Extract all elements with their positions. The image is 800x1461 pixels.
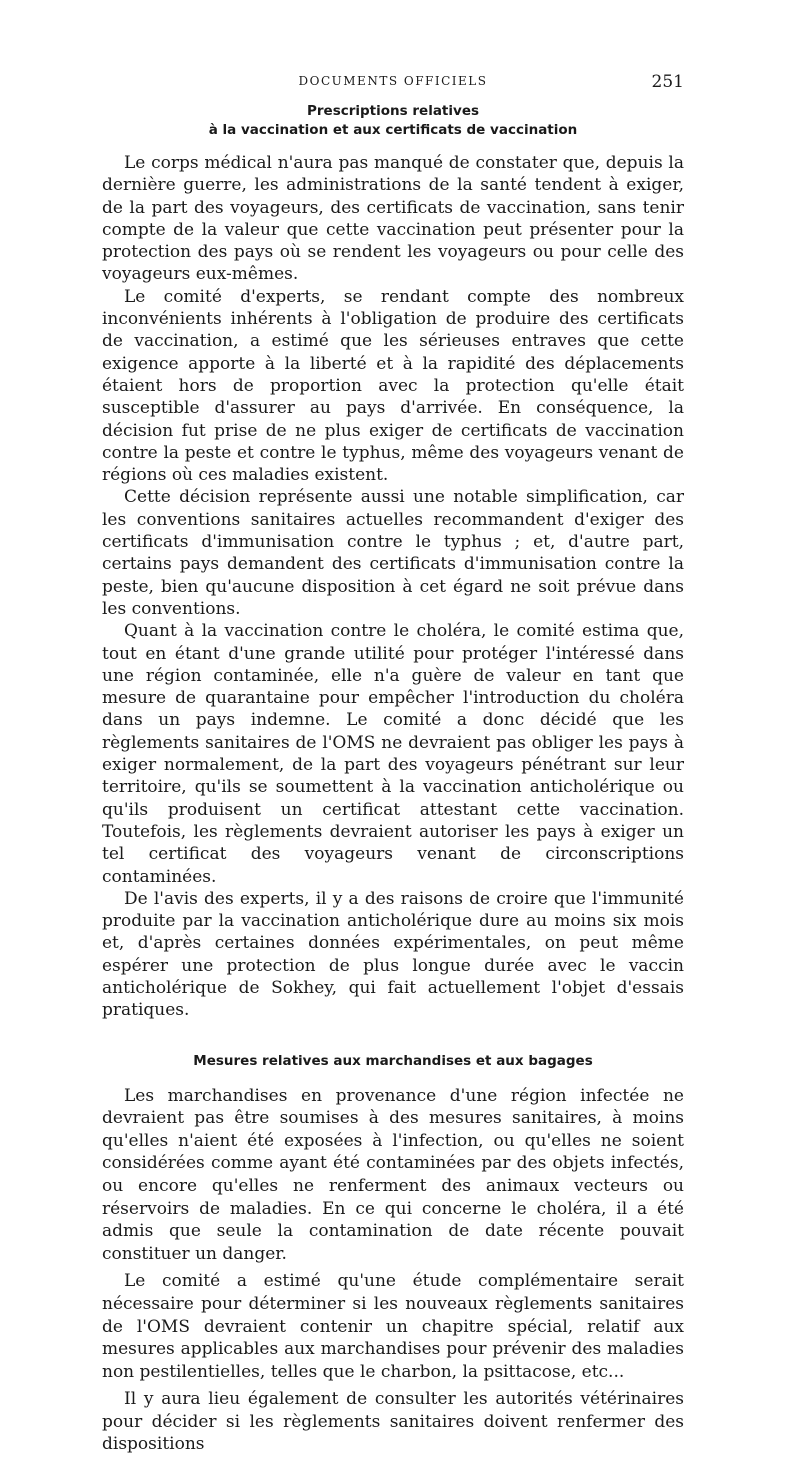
section-heading-line: Prescriptions relatives: [306, 103, 480, 119]
section-marchandises: [102, 1052, 684, 1457]
section-heading-vaccination: [102, 102, 684, 140]
paragraph: Il y aura lieu également de consulter les autorités vétérinaires pour décider si les règlements sanitaires doivent renfermer des dispositions: [102, 1389, 684, 1455]
document-page: [102, 72, 684, 1461]
section-vaccination: [102, 102, 684, 1022]
paragraph: Le comité d'experts, se rendant compte des nombreux inconvénients inhérents à l'obligation de produire des certificats de vaccination, a estimé que les sérieuses entraves que cette exigence apporte à la liberté et à la rapidité des déplacements étaient hors de proportion avec la protection qu'elle était susceptible d'assurer au pays d'arrivée. En conséquence, la décision fut prise de ne plus exiger de certificats de vaccination contre la peste et contre le typhus, même des voyageurs venant de régions où ces maladies existent.: [102, 286, 684, 486]
page-number: 251: [651, 72, 684, 92]
paragraph: Le comité a estimé qu'une étude complémentaire serait nécessaire pour déterminer si les nouveaux règlements sanitaires de l'OMS devraient contenir un chapitre spécial, relatif aux mesures applicables aux marchandises pour prévenir des maladies non pestilentielles, telles que le charbon, la psittacose, etc...: [102, 1271, 684, 1382]
paragraph: Cette décision représente aussi une notable simplification, car les conventions sanitaires actuelles recommandent d'exiger des certificats d'immunisation contre le typhus ; et, d'autre part, certains pays demandent des certificats d'immunisation contre la peste, bien qu'aucune disposition à cet égard ne soit prévue dans les conventions.: [102, 487, 684, 619]
paragraph: Le corps médical n'aura pas manqué de constater que, depuis la dernière guerre, les administrations de la santé tendent à exiger, de la part des voyageurs, des certificats de vaccination, sans tenir compte de la valeur que cette vaccination peut présenter pour la protection des pays où se rendent les voyageurs ou pour celle des voyageurs eux-mêmes.: [102, 153, 684, 285]
running-header: [102, 72, 684, 102]
section-heading-line: à la vaccination et aux certificats de vaccination: [208, 122, 578, 138]
running-title: DOCUMENTS OFFICIELS: [298, 74, 488, 88]
section-heading-marchandises: Mesures relatives aux marchandises et aux bagages: [193, 1052, 593, 1069]
paragraph: Quant à la vaccination contre le choléra, le comité estima que, tout en étant d'une grande utilité pour protéger l'intéressé dans une région contaminée, elle n'a guère de valeur en tant que mesure de quarantaine pour empêcher l'introduction du choléra dans un pays indemne. Le comité a donc décidé que les règlements sanitaires de l'OMS ne devraient pas obliger les pays à exiger normalement, de la part des voyageurs pénétrant sur leur territoire, qu'ils se soumettent à la vaccination anticholérique ou qu'ils produisent un certificat attestant cette vaccination. Toutefois, les règlements devraient autoriser les pays à exiger un tel certificat des voyageurs venant de circonscriptions contaminées.: [102, 621, 684, 887]
paragraph: Les marchandises en provenance d'une région infectée ne devraient pas être soumises à des mesures sanitaires, à moins qu'elles n'aient été exposées à l'infection, ou qu'elles ne soient considérées comme ayant été contaminées par des objets infectés, ou encore qu'elles ne renferment des animaux vecteurs ou réservoirs de maladies. En ce qui concerne le choléra, il a été admis que seule la contamination de date récente pouvait constituer un danger.: [102, 1085, 684, 1264]
paragraph: De l'avis des experts, il y a des raisons de croire que l'immunité produite par la vaccination anticholérique dure au moins six mois et, d'après certaines données expérimentales, on peut même espérer une protection de plus longue durée avec le vaccin anticholérique de Sokhey, qui fait actuellement l'objet d'essais pratiques.: [102, 888, 684, 1021]
